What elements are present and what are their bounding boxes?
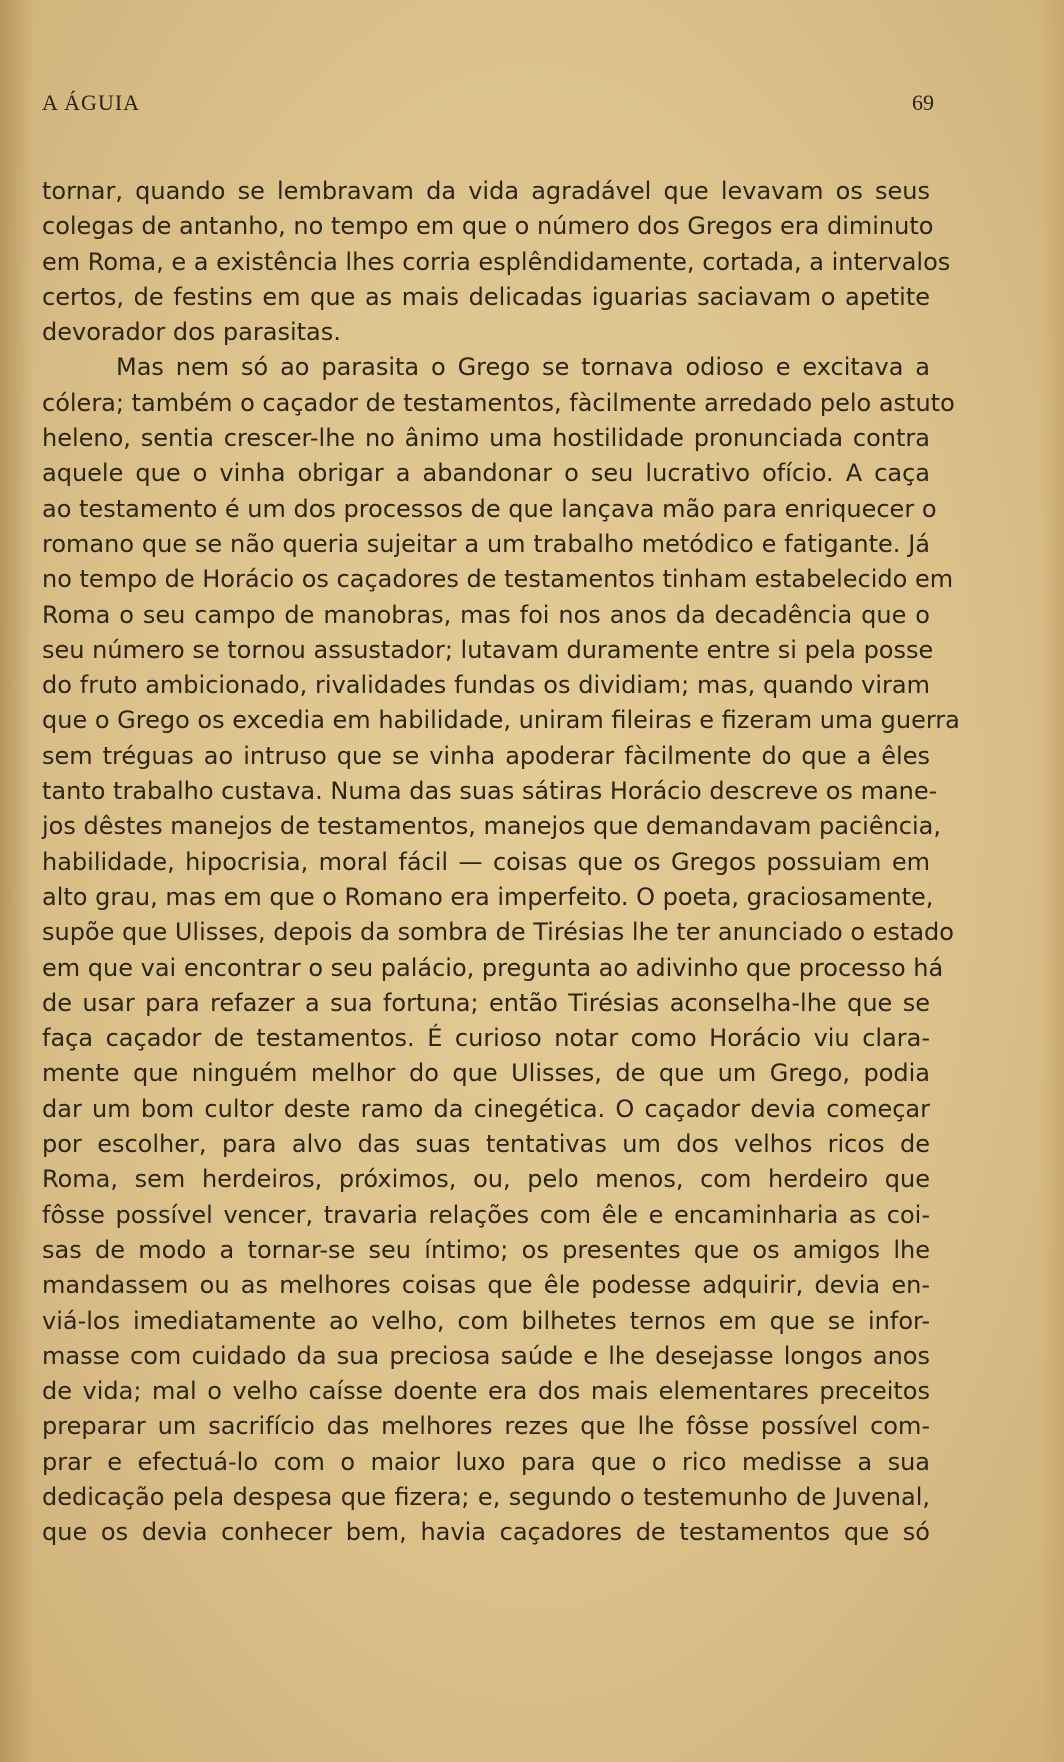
text-line: mente que ninguém melhor do que Ulisses, de que um Grego, podia: [42, 1059, 930, 1088]
text-line: que o Grego os excedia em habilidade, uniram fileiras e fizeram uma guerra: [42, 706, 960, 735]
text-line: faça caçador de testamentos. É curioso notar como Horácio viu clara-: [42, 1024, 930, 1053]
text-line: aquele que o vinha obrigar a abandonar o seu lucrativo ofício. A caça: [42, 459, 930, 488]
text-line: tanto trabalho custava. Numa das suas sátiras Horácio descreve os mane-: [42, 777, 938, 806]
page-number: 69: [912, 90, 934, 115]
text-line: devorador dos parasitas.: [42, 318, 341, 347]
text-line: dedicação pela despesa que fizera; e, segundo o testemunho de Juvenal,: [42, 1482, 930, 1511]
text-line: Roma, sem herdeiros, próximos, ou, pelo menos, com herdeiro que: [42, 1165, 930, 1194]
text-line: mandassem ou as melhores coisas que êle podesse adquirir, devia en-: [42, 1271, 930, 1300]
text-line: romano que se não queria sujeitar a um trabalho metódico e fatigante. Já: [42, 529, 930, 558]
text-line: prar e efectuá-lo com o maior luxo para que o rico medisse a sua: [42, 1447, 930, 1476]
text-line: cólera; também o caçador de testamentos, fàcilmente arredado pelo astuto: [42, 388, 955, 417]
body-text: [42, 174, 960, 1551]
text-line: tornar, quando se lembravam da vida agradável que levavam os seus: [42, 177, 930, 205]
text-line: sem tréguas ao intruso que se vinha apoderar fàcilmente do que a êles: [42, 741, 930, 770]
text-line: de vida; mal o velho caísse doente era dos mais elementares preceitos: [42, 1377, 930, 1406]
text-line: colegas de antanho, no tempo em que o número dos Gregos era diminuto: [42, 212, 934, 241]
text-line: Mas nem só ao parasita o Grego se tornava odioso e excitava a: [116, 353, 930, 382]
text-line: supõe que Ulisses, depois da sombra de Tirésias lhe ter anunciado o estado: [42, 918, 954, 947]
text-line: habilidade, hipocrisia, moral fácil — coisas que os Gregos possuiam em: [42, 847, 930, 876]
text-line: do fruto ambicionado, rivalidades fundas os dividiam; mas, quando viram: [42, 671, 930, 700]
text-line: por escolher, para alvo das suas tentativas um dos velhos ricos de: [42, 1130, 930, 1159]
text-line: dar um bom cultor deste ramo da cinegética. O caçador devia começar: [42, 1094, 930, 1123]
text-line: certos, de festins em que as mais delicadas iguarias saciavam o apetite: [42, 282, 930, 311]
text-line: jos dêstes manejos de testamentos, manejos que demandavam paciência,: [42, 812, 942, 841]
text-line: alto grau, mas em que o Romano era imperfeito. O poeta, graciosamente,: [42, 882, 934, 911]
text-line: de usar para refazer a sua fortuna; então Tirésias aconselha-lhe que se: [42, 988, 930, 1017]
paragraph: [42, 174, 951, 350]
text-line: viá-los imediatamente ao velho, com bilhetes ternos em que se infor-: [42, 1306, 930, 1335]
text-line: preparar um sacrifício das melhores rezes que lhe fôsse possível com-: [42, 1412, 930, 1441]
text-line: seu número se tornou assustador; lutavam duramente entre si pela posse: [42, 635, 934, 664]
text-line: que os devia conhecer bem, havia caçadores de testamentos que só: [42, 1518, 930, 1547]
page-header: [42, 90, 934, 120]
text-line: Roma o seu campo de manobras, mas foi nos anos da decadência que o: [42, 600, 930, 629]
text-line: sas de modo a tornar-se seu íntimo; os presentes que os amigos lhe: [42, 1235, 930, 1264]
text-line: ao testamento é um dos processos de que lançava mão para enriquecer o: [42, 494, 937, 523]
text-line: heleno, sentia crescer-lhe no ânimo uma hostilidade pronunciada contra: [42, 424, 930, 453]
text-line: fôsse possível vencer, travaria relações com êle e encaminharia as coi-: [42, 1200, 930, 1229]
paragraph: [42, 350, 960, 1550]
text-line: em que vai encontrar o seu palácio, pregunta ao adivinho que processo há: [42, 953, 944, 982]
text-line: em Roma, e a existência lhes corria esplêndidamente, cortada, a intervalos: [42, 247, 951, 276]
running-head: A ÁGUIA: [42, 90, 141, 115]
page-shadow-right: [1040, 0, 1064, 1762]
text-line: no tempo de Horácio os caçadores de testamentos tinham estabelecido em: [42, 565, 954, 594]
text-line: masse com cuidado da sua preciosa saúde e lhe desejasse longos anos: [42, 1341, 930, 1370]
page-shadow-left: [0, 0, 34, 1762]
